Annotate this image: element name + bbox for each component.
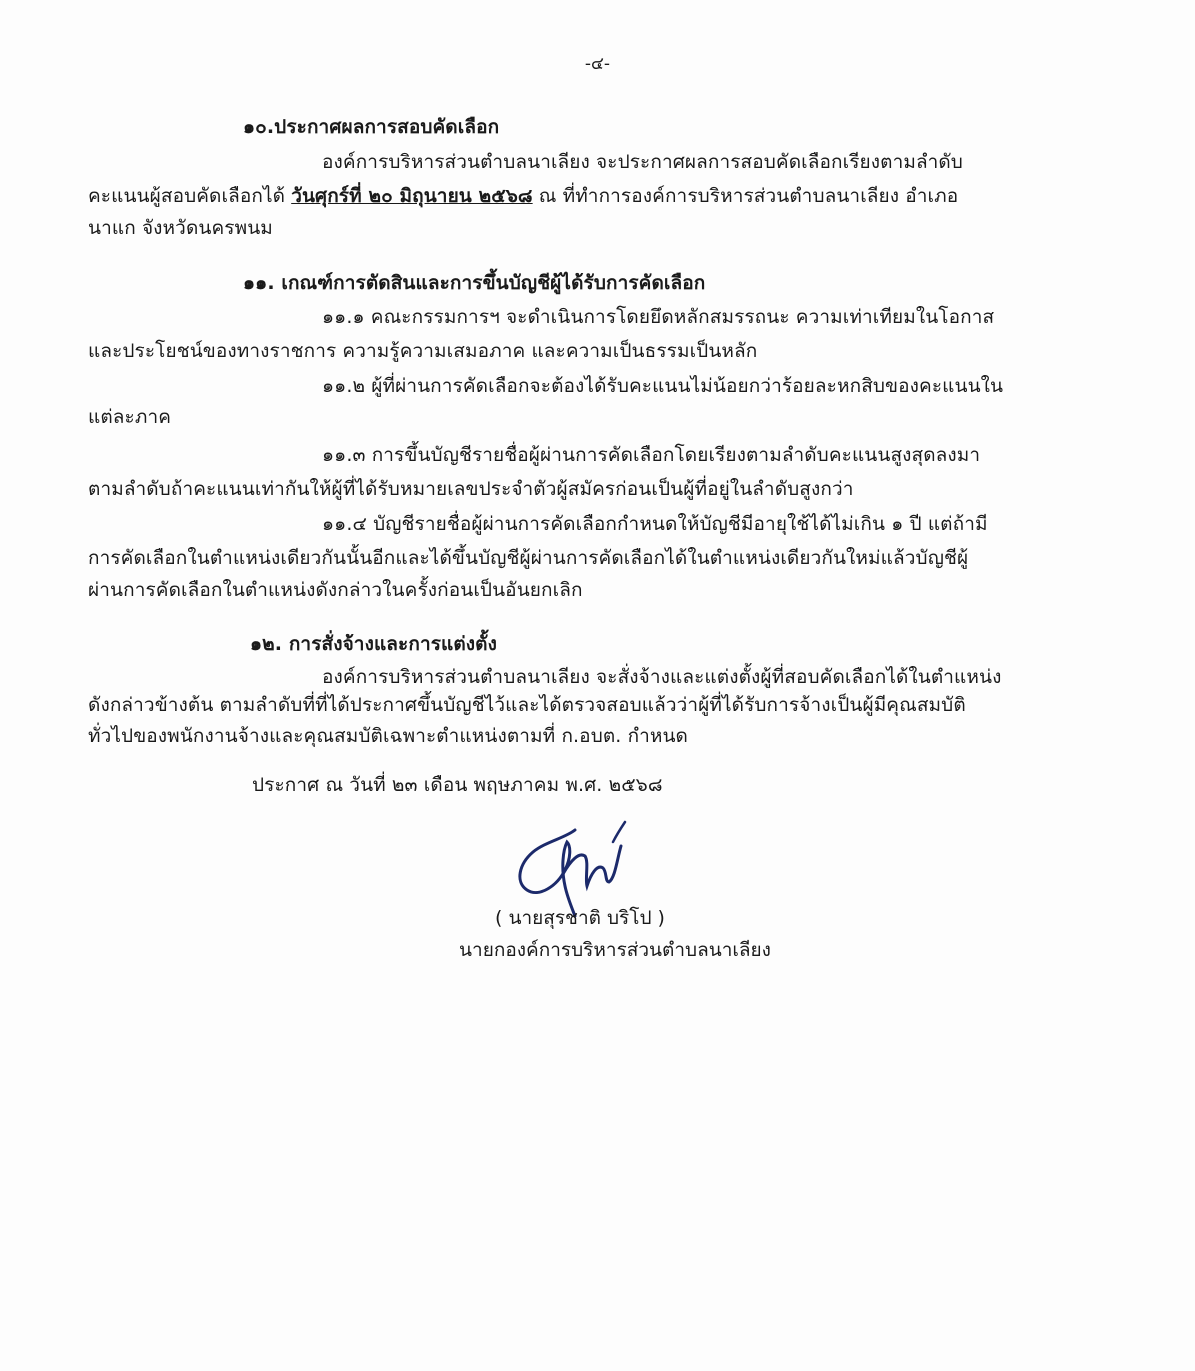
section-10-heading: ๑๐.ประกาศผลการสอบคัดเลือก <box>243 116 500 138</box>
section-11-heading: ๑๑. เกณฑ์การตัดสินและการขึ้นบัญชีผู้ได้รับการคัดเลือก <box>243 272 706 294</box>
announcement-date: วันศุกร์ที่ ๒๐ มิถุนายน ๒๕๖๘ <box>291 185 533 207</box>
item-11-3-line-2: ตามลำดับถ้าคะแนนเท่ากันให้ผู้ที่ได้รับหมายเลขประจำตัวผู้สมัครก่อนเป็นผู้ที่อยู่ในลำดับสูงกว่า <box>88 478 854 500</box>
section-10-paragraph-line-3: นาแก จังหวัดนครพนม <box>88 217 273 239</box>
page-number: -๔- <box>584 54 611 74</box>
section-12-heading: ๑๒. การสั่งจ้างและการแต่งตั้ง <box>250 633 497 655</box>
item-11-1-line-1: ๑๑.๑ คณะกรรมการฯ จะดำเนินการโดยยึดหลักสมรรถนะ ความเท่าเทียมในโอกาส <box>322 306 995 328</box>
item-11-4-line-3: ผ่านการคัดเลือกในตำแหน่งดังกล่าวในครั้งก่อนเป็นอันยกเลิก <box>88 579 583 601</box>
item-11-3-line-1: ๑๑.๓ การขึ้นบัญชีรายชื่อผู้ผ่านการคัดเลือกโดยเรียงตามลำดับคะแนนสูงสุดลงมา <box>322 444 981 466</box>
section-10-text-a: คะแนนผู้สอบคัดเลือกได้ <box>88 185 292 207</box>
item-11-4-line-2: การคัดเลือกในตำแหน่งเดียวกันนั้นอีกและได้ขึ้นบัญชีผู้ผ่านการคัดเลือกได้ในตำแหน่งเดียวกันใหม่แล้วบัญชีผู้ <box>88 547 969 569</box>
section-12-paragraph-line-1: องค์การบริหารส่วนตำบลนาเลียง จะสั่งจ้างและแต่งตั้งผู้ที่สอบคัดเลือกได้ในตำแหน่ง <box>322 666 1002 688</box>
item-11-2-line-2: แต่ละภาค <box>88 406 172 428</box>
item-11-2-line-1: ๑๑.๒ ผู้ที่ผ่านการคัดเลือกจะต้องได้รับคะแนนไม่น้อยกว่าร้อยละหกสิบของคะแนนใน <box>322 375 1004 397</box>
signer-title: นายกองค์การบริหารส่วนตำบลนาเลียง <box>459 939 771 961</box>
signer-name: ( นายสุรชาติ บริโป ) <box>495 907 665 929</box>
section-10-paragraph-line-1: องค์การบริหารส่วนตำบลนาเลียง จะประกาศผลการสอบคัดเลือกเรียงตามลำดับ <box>322 151 963 173</box>
section-10-paragraph-line-2 <box>88 183 958 209</box>
section-10-text-b: ณ ที่ทำการองค์การบริหารส่วนตำบลนาเลียง อำเภอ <box>532 185 959 207</box>
item-11-1-line-2: และประโยชน์ของทางราชการ ความรู้ความเสมอภาค และความเป็นธรรมเป็นหลัก <box>88 340 758 362</box>
section-12-paragraph-line-2: ดังกล่าวข้างต้น ตามลำดับที่ที่ได้ประกาศขึ้นบัญชีไว้และได้ตรวจสอบแล้วว่าผู้ที่ได้รับการจ้างเป็นผู้มีคุณสมบัติ <box>88 694 966 716</box>
section-12-paragraph-line-3: ทั่วไปของพนักงานจ้างและคุณสมบัติเฉพาะตำแหน่งตามที่ ก.อบต. กำหนด <box>88 725 688 747</box>
announcement-line: ประกาศ ณ วันที่ ๒๓ เดือน พฤษภาคม พ.ศ. ๒๕๖๘ <box>252 774 663 796</box>
item-11-4-line-1: ๑๑.๔ บัญชีรายชื่อผู้ผ่านการคัดเลือกกำหนดให้บัญชีมีอายุใช้ได้ไม่เกิน ๑ ปี แต่ถ้ามี <box>322 513 988 535</box>
